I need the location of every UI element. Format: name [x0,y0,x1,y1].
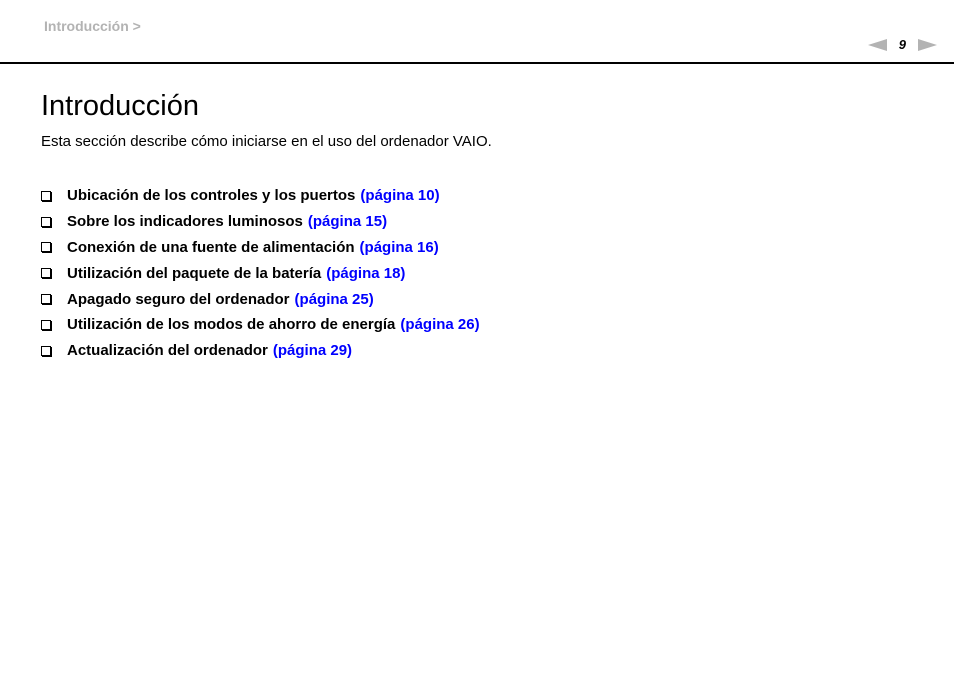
toc-item-label: Conexión de una fuente de alimentación [67,238,355,256]
list-item [41,183,480,209]
checkbox-bullet-icon [41,242,51,252]
checkbox-bullet-icon [41,294,51,304]
toc-item-label: Sobre los indicadores luminosos [67,213,303,231]
toc-item-label: Utilización del paquete de la batería [67,264,322,282]
page-link[interactable]: (página 18) [326,264,406,282]
breadcrumb[interactable]: Introducción > [44,18,141,34]
list-item [41,260,480,286]
list-item [41,312,480,338]
toc-item-label: Actualización del ordenador [67,342,268,360]
list-item [41,235,480,261]
page-link[interactable]: (página 10) [360,187,440,205]
intro-text: Esta sección describe cómo iniciarse en el uso del ordenador VAIO. [41,133,492,150]
checkbox-bullet-icon [41,346,51,356]
list-item [41,338,480,364]
arrow-right-icon[interactable] [918,39,937,51]
page-link[interactable]: (página 15) [307,213,388,231]
page-title: Introducción [41,90,199,122]
checkbox-bullet-icon [41,217,51,227]
toc-list [41,183,480,364]
toc-item-label: Apagado seguro del ordenador [67,290,290,308]
checkbox-bullet-icon [41,268,51,278]
list-item [41,209,480,235]
toc-item-label: Ubicación de los controles y los puertos [67,187,356,205]
checkbox-bullet-icon [41,191,51,201]
page-link[interactable]: (página 16) [359,238,439,256]
page-number: 9 [898,37,906,52]
checkbox-bullet-icon [41,320,51,330]
arrow-left-icon[interactable] [868,39,887,51]
list-item [41,286,480,312]
header-divider [0,62,954,64]
page-link[interactable]: (página 29) [272,342,353,360]
page-link[interactable]: (página 26) [400,316,480,334]
page-link[interactable]: (página 25) [294,290,374,308]
page-navigation [868,37,937,53]
toc-item-label: Utilización de los modos de ahorro de energía [67,316,396,334]
